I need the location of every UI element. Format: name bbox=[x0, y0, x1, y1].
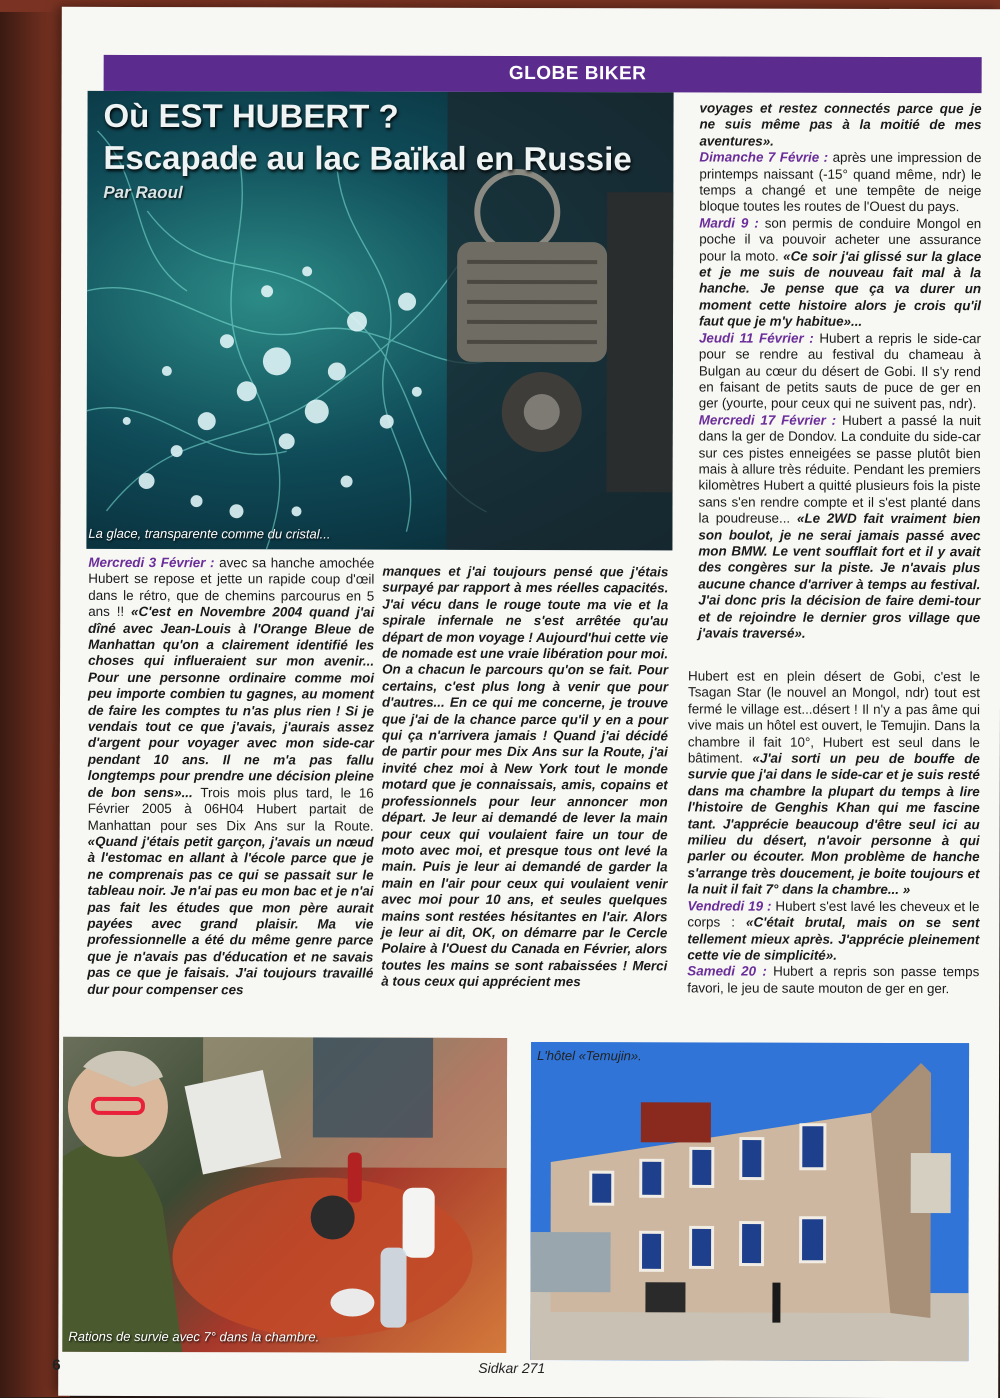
photo-caption: Rations de survie avec 7° dans la chambre. bbox=[68, 1329, 319, 1345]
entry-quote: «Ce soir j'ai glissé sur la glace et je me suis de nouveau fait mal à la hanche. Je pense que ça va durer un moment cette histoire alors je crois qu'il faut que je m'y habitue»... bbox=[699, 248, 981, 329]
paragraph bbox=[87, 555, 374, 999]
article-title bbox=[103, 95, 631, 180]
hotel-building-image bbox=[530, 1042, 969, 1361]
title-line-1: Où EST HUBERT ? bbox=[103, 95, 631, 138]
entry-text: Hubert a repris son passe temps favori, le jeu de saute mouton de ger en ger. bbox=[687, 964, 979, 996]
survival-rations-photo bbox=[62, 1037, 507, 1353]
paragraph bbox=[698, 412, 981, 642]
entry-text: son permis de conduire Mongol en poche il va pouvoir acheter une assurance pour la moto. bbox=[699, 215, 981, 263]
title-line-2: Escapade au lac Baïkal en Russie bbox=[103, 137, 631, 180]
article-column-3 bbox=[698, 100, 981, 642]
entry-date: Samedi 20 : bbox=[687, 964, 767, 979]
hero-caption: La glace, transparente comme du cristal... bbox=[88, 526, 330, 542]
entry-quote: «Le 2WD fait vraiment bien son boulot, je ne serai jamais passé avec mon BMW. Le vent soufflait fort et il y avait des congères sur la piste. Je n'avais plus aucune chance d'arriver à temps au festival. J'ai donc pris la décision de faire demi-tour et de rejoindre le dernier gros village que j'avais traversé». bbox=[698, 511, 980, 641]
room-scene-image bbox=[62, 1037, 507, 1353]
paragraph bbox=[699, 215, 981, 331]
magazine-page bbox=[58, 7, 1000, 1398]
entry-quote: «Quand j'étais petit garçon, j'avais un nœud à l'estomac en allant à l'école parce que je ne comprenais pas ce qui se passait sur le tableau noir. Je n'ai pas eu mon bac et je n'ai pas fait les études que mon père aurait payées avec grand plaisir. Ma vie professionnelle a été du même genre parce que je n'avais pas d'éducation et ne savais pas ce que je faisais. J'ai toujours travaillé dur pour compenser ces bbox=[87, 834, 373, 997]
byline: Par Raoul bbox=[103, 183, 182, 203]
entry-quote: voyages et restez connectés parce que je ne suis même pas à la moitié de mes aventures». bbox=[699, 100, 981, 148]
article-column-3-lower bbox=[687, 668, 980, 997]
entry-text: Hubert a repris le side-car pour se rendre au festival du chameau à Bulgan au cœur du désert de Gobi. Il s'y rend en faisant de petits sauts de puce de ger en ger (yourte, pour ceux qui ne suivent pas, ndr). bbox=[699, 330, 981, 411]
entry-date: Jeudi 11 Février : bbox=[699, 330, 814, 345]
photo-caption: L'hôtel «Temujin». bbox=[537, 1048, 642, 1063]
entry-text: Hubert est en plein désert de Gobi, c'est le Tsagan Star (le nouvel an Mongol, ndr) tout est fermé le village est...désert ! Il n'y a pas âme qui vive mais un hôtel est ouvert, le Temujin. Dans la chambre il fait 10°, Hubert est seul dans le bâtiment. bbox=[688, 668, 980, 765]
entry-date: Vendredi 19 : bbox=[687, 898, 771, 913]
entry-quote: «J'ai sorti un peu de bouffe de survie que j'ai dans le side-car et je suis resté dans ma chambre la plupart du temps à lire l'histoire de Genghis Khan qui me fascine tant. J'apprécie beaucoup d'être seul ici au milieu du désert, n'avoir personne à qui parler ou écouter. Mon problème de hanche s'arrange très doucement, je boite toujours et la nuit il fait 7° dans la chambre... » bbox=[687, 751, 979, 898]
section-header bbox=[104, 55, 982, 93]
section-title: GLOBE BIKER bbox=[509, 63, 647, 84]
entry-text: avec sa hanche amochée Hubert se repose et jette un rapide coup d'œil dans le rétro, que de chemins parcourus en 5 ans !! bbox=[88, 555, 374, 619]
hero-photo bbox=[86, 91, 673, 551]
paragraph bbox=[687, 964, 979, 998]
article-column-1 bbox=[87, 555, 374, 999]
entry-quote: «C'est en Novembre 2004 quand j'ai dîné avec Jean-Louis à l'Orange Bleue de Manhattan qu'on a clairement identifié les choses qui influeraient sur mon avenir... Pour une personne ordinaire comme moi peu importe combien tu gagnes, au moment de faire les comptes tu n'as plus rien ! Si je vendais tout ce que j'avais, j'aurais assez d'argent pour voyager avec mon side-car pendant 10 ans. Il ne m'a pas fallu longtemps pour prendre une décision pleine de bon sens»... bbox=[88, 604, 375, 800]
paragraph bbox=[687, 898, 979, 964]
entry-date: Mercredi 17 Février : bbox=[699, 412, 836, 427]
paragraph bbox=[699, 150, 981, 216]
paragraph bbox=[699, 330, 981, 413]
paragraph bbox=[687, 668, 980, 898]
paragraph bbox=[699, 100, 981, 150]
entry-text: Trois mois plus tard, le 16 Février 2005 à 06H04 Hubert partait de Manhattan pour ses Dix Ans sur la Route. bbox=[88, 785, 374, 833]
entry-date: Mercredi 3 Février : bbox=[88, 555, 214, 570]
article-column-2 bbox=[381, 564, 668, 991]
entry-date: Dimanche 7 Févrie : bbox=[699, 150, 828, 165]
entry-quote: manques et j'ai toujours pensé que j'étais surpayé par rapport à mes réelles capacités. J'ai vécu dans le rouge toute ma vie et la spirale infernale ne s'est arrêtée qu'au départ de mon voyage ! Aujourd'hui cette vie de nomade est une vraie libération pour moi. On a chacun le parcours qu'on se fait. Pour certains, c'est plus long à venir que pour d'autres... En ce qui me concerne, je trouve que j'ai de la chance parce qu'il y en a pour qui ça n'arrivera jamais ! Quand j'ai décidé de partir pour mes Dix Ans sur la Route, j'ai invité chez moi à New York tout le monde motard que je connaissais, amis, copains et professionnels pour leur annoncer mon départ. Je leur ai demandé de lever la main pour ceux qui voulaient faire un tour de moto avec moi, et presque tous ont levé la main. Puis je leur ai demandé de garder la main en l'air pour ceux qui voulaient venir avec moi pour 10 ans, et seules quelques mains sont restées hésitantes en l'air. Alors je leur ai dit, OK, on démarre par le Cercle Polaire à l'Ouest du Canada en Février, alors toutes les mains se sont rabaissées ! Merci à tous ceux qui apprécient mes bbox=[381, 564, 668, 991]
entry-date: Mardi 9 : bbox=[699, 215, 759, 230]
entry-text: après une impression de printemps naissant (-15° quand même, ndr) le temps a changé et une tempête de neige bloque toutes les routes de l'Ouest du pays. bbox=[699, 150, 981, 215]
entry-quote: «C'était brutal, mais on se sent tellement mieux après. J'apprécie pleinement cette vie de simplicité». bbox=[687, 915, 979, 963]
page-number: 6 bbox=[52, 1357, 60, 1374]
magazine-issue: Sidkar 271 bbox=[478, 1360, 545, 1376]
entry-text: Hubert s'est lavé les cheveux et le corps : bbox=[687, 898, 979, 929]
entry-text: Hubert a passé la nuit dans la ger de Dondov. La conduite du side-car sur ces pistes enneigées se passe plutôt bien mais à allure très réduite. Pendant les premiers kilomètres Hubert a quitté plusieurs fois la piste sans s'en rendre compte et il s'est planté dans la poudreuse... bbox=[698, 413, 980, 526]
hotel-photo bbox=[530, 1042, 969, 1361]
